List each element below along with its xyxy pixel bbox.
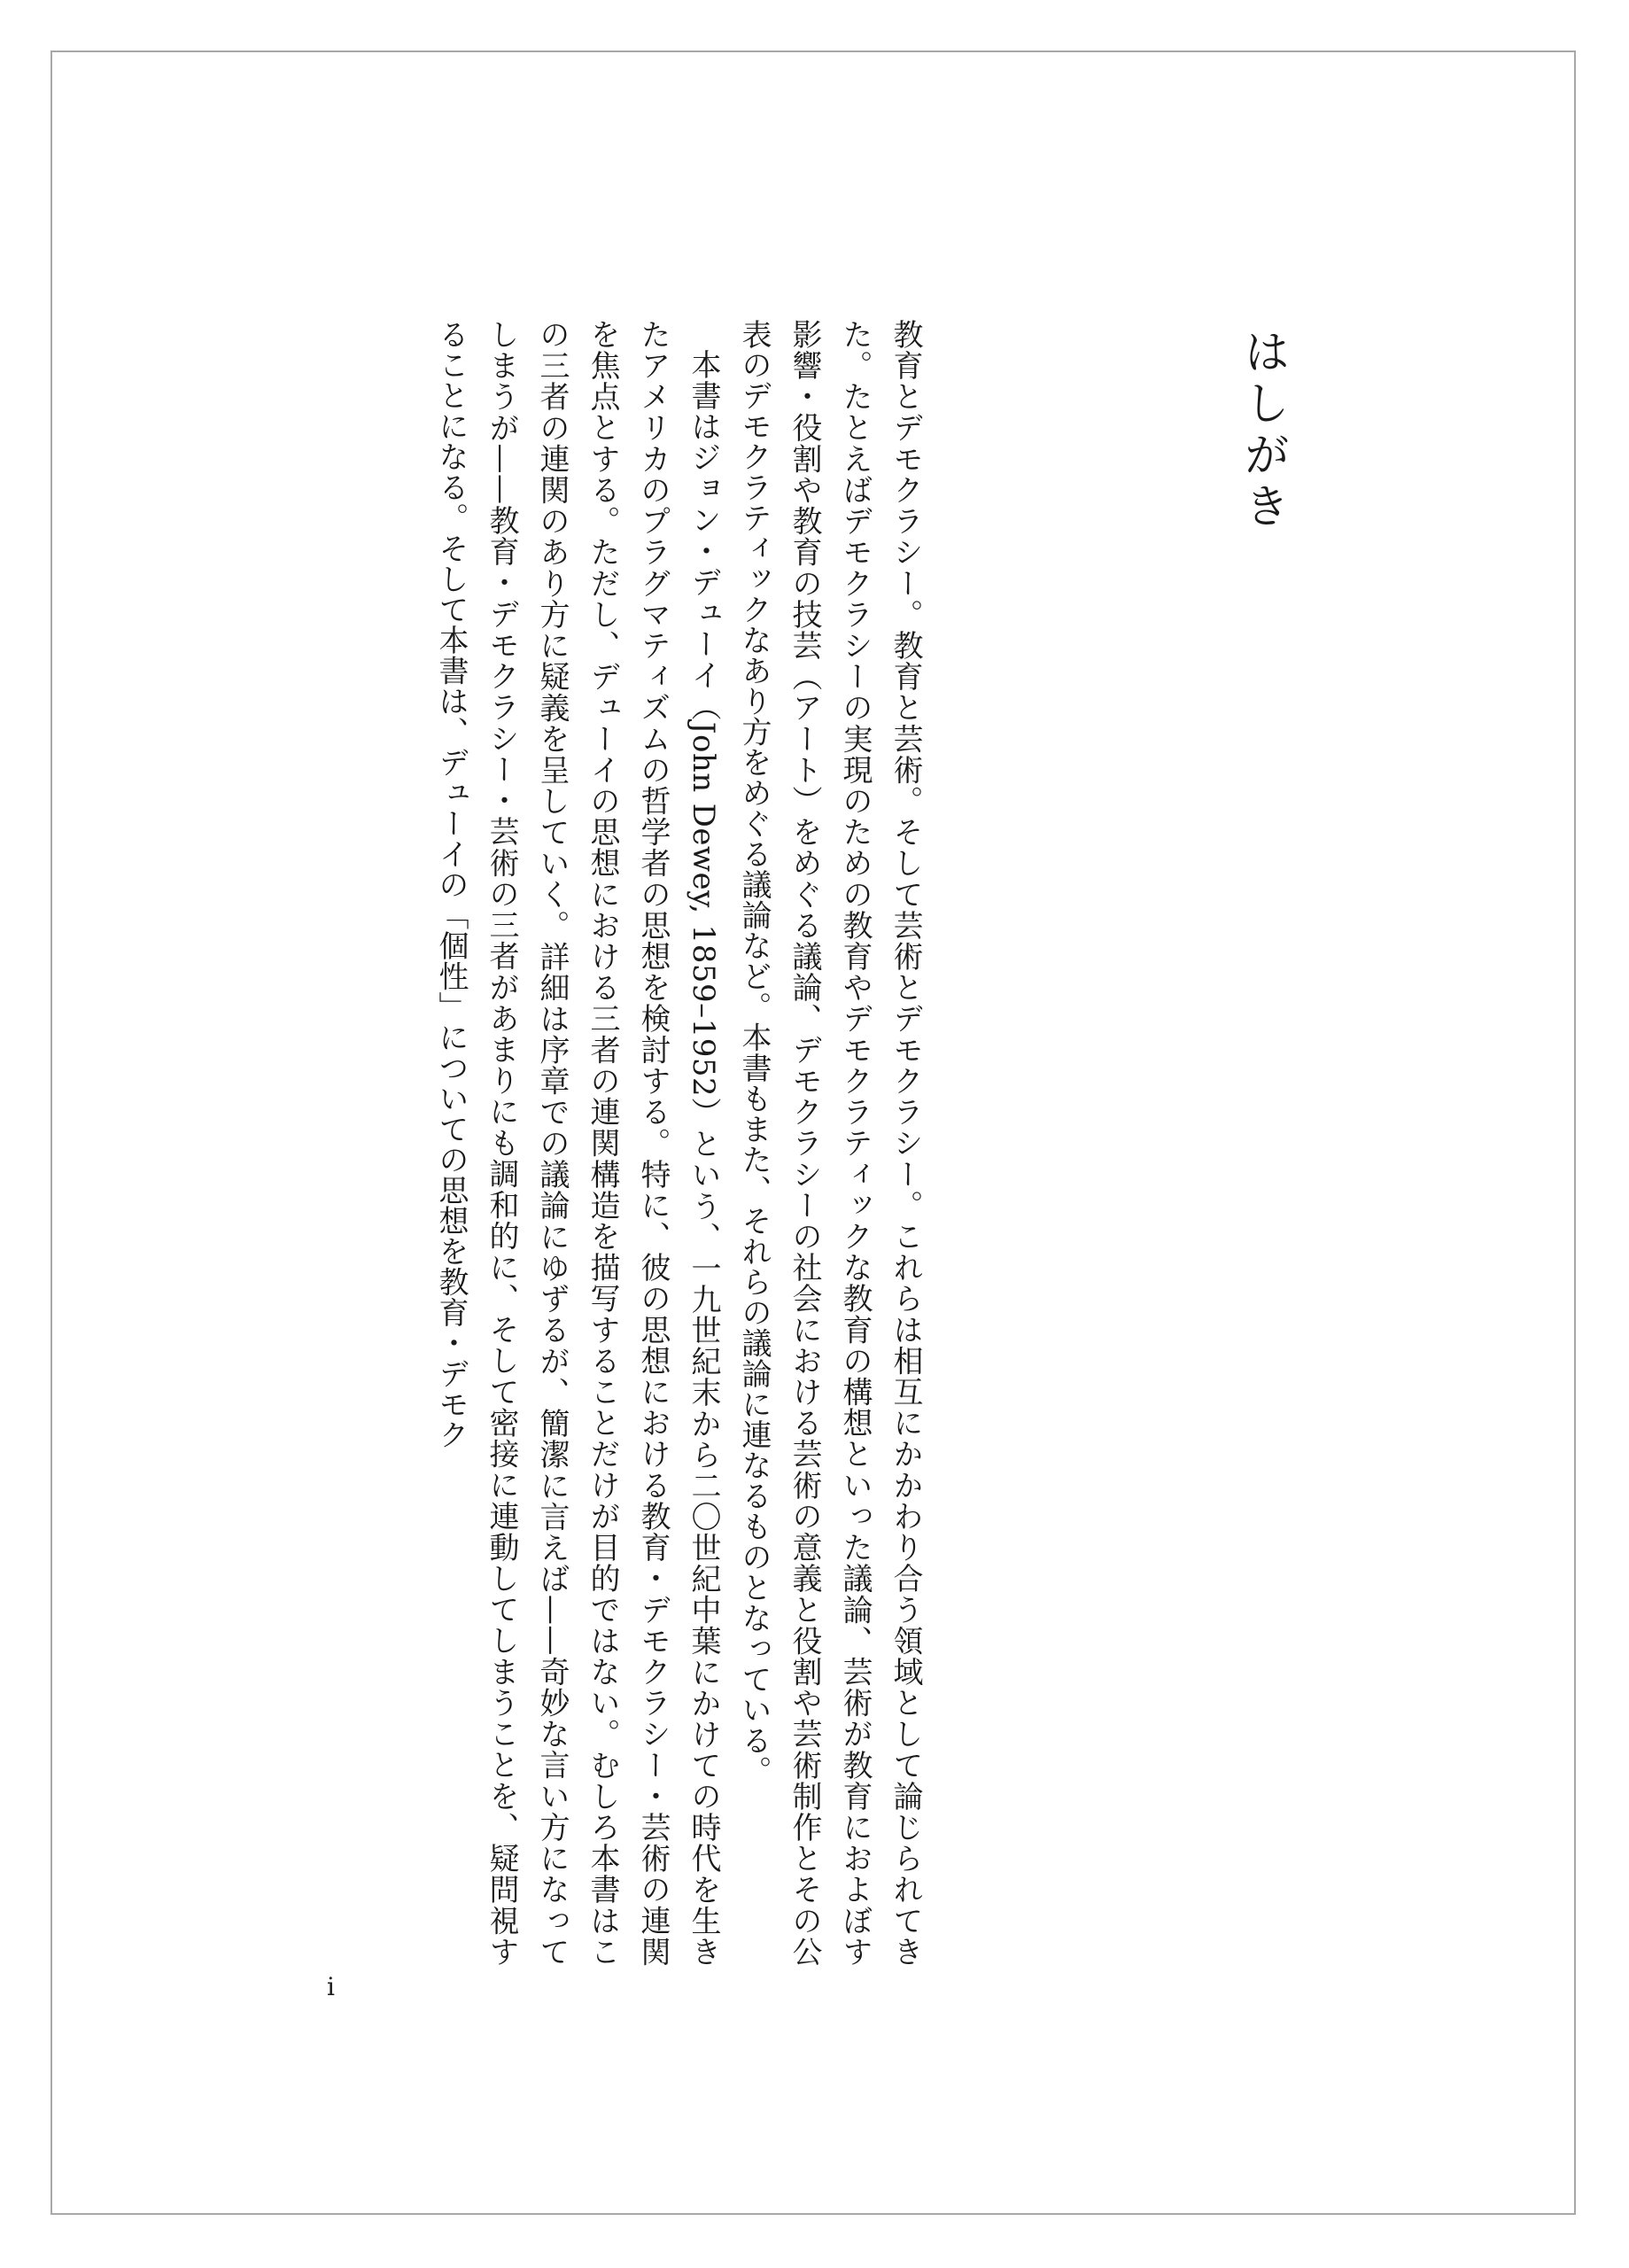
page-title: はしがき xyxy=(1236,328,1289,533)
paragraph-2: 本書はジョン・デューイ（John Dewey, 1859–1952）という、一九世紀末から二〇世紀中葉にかけての時代を生きたアメリカのプラグマティズムの哲学者の思想を検討する。特に、彼の思想における教育・デモクラシー・芸術の連関を焦点とする。ただし、デューイの思想における三者の連関構造を描写することだけが目的ではない。むしろ本書はこの三者の連関のあり方に疑義を呈していく。詳細は序章での議論にゆずるが、簡潔に言えば——奇妙な言い方になってしまうが——教育・デモクラシー・芸術の三者があまりにも調和的に、そして密接に連動してしまうことを、疑問視することになる。そして本書は、デューイの「個性」についての思想を教育・デモク xyxy=(433,319,721,1967)
paragraph-1: 教育とデモクラシー。教育と芸術。そして芸術とデモクラシー。これらは相互にかかわり合う領域として論じられてきた。たとえばデモクラシーの実現のための教育やデモクラティックな教育の構想といった議論、芸術が教育におよぼす影響・役割や教育の技芸（アート）をめぐる議論、デモクラシーの社会における芸術の意義と役割や芸術制作とその公表のデモクラティックなあり方をめぐる議論など。本書もまた、それらの議論に連なるものとなっている。 xyxy=(736,319,923,1967)
body-text xyxy=(288,319,930,1967)
page-number: i xyxy=(327,1972,335,2001)
